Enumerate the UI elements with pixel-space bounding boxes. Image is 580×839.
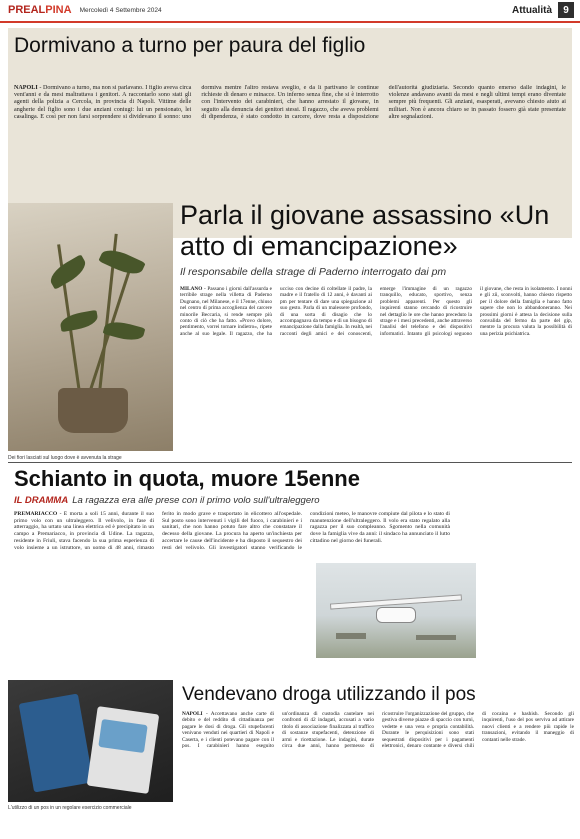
article-text: - Accettavano anche carte di debito e del reddito di cittadinanza per pagare le dosi di droga. Gli stupefacenti venivano venduti nei quartieri di Napoli e Caserta, e i clienti potevano pagare con il pos. I carabinieri hanno eseguito un'ordinanza di custodia cautelare nei confronti di 42 indagati, accusati a vario titolo di associazione finalizzata al traffico di sostanze stupefacenti, detenzione di armi e ricettazione. Le indagini, durate circa due anni, hanno permesso di ricostruire l'organizzazione del gruppo, che gestiva diverse piazze di spaccio con turni, vedette e una vera e propria contabilità. Durante le perquisizioni sono stati sequestrati dispositivi per i pagamenti elettronici, denaro contante e diversi chili di cocaina e hashish. Secondo gli inquirenti, l'uso del pos serviva ad attirare nuovi clienti e a rendere più rapide le transazioni, evitando il maneggio di contanti nelle strade. — [182, 711, 574, 750]
page-number: 9 — [558, 2, 574, 18]
photo-caption-flowers: Dei fiori lasciati sul luogo dove è avvenuta la strage — [8, 455, 122, 461]
issue-date: Mercoledì 4 Settembre 2024 — [79, 6, 162, 14]
article-subhead-assassino: Il responsabile della strage di Paderno interrogato dai pm — [180, 266, 447, 278]
section-divider — [8, 462, 572, 463]
article-headline-schianto: Schianto in quota, muore 15enne — [14, 466, 360, 491]
newspaper-logo: PREALPINA — [8, 4, 72, 16]
page-header — [0, 0, 580, 20]
photo-crashed-ultralight — [316, 563, 476, 658]
article-text: - Dormivano a turno, ma non si parlavano. I figlio aveva circa vent'anni e da mesi maltrattava i genitori. A raccontarlo sono stati gli agenti della polizia a Cercola, in provincia di Napoli. Vittime delle angherie del figlio sono i due anziani coniugi: lui un pensionato, lei casalinga. E così per non farsi sorprendere si dividevano il sonno: uno dormiva mentre l'altro restava sveglio, e da lì partivano le continue richieste di denaro e minacce. Un inferno senza fine, che si è interrotto con l'intervento dei carabinieri, che hanno arrestato il giovane, in seguito alla denuncia dei genitori stessi. Il ragazzo, che aveva problemi di dipendenza, è stato condotto in carcere, dove resta a disposizione dell'autorità giudiziaria. Secondo quanto emerso dalle indagini, le violenze andavano avanti da mesi e negli ultimi tempi erano diventate sempre più frequenti. Gli anziani, esasperati, avevano chiesto aiuto ai militari. Non è ancora chiaro se in passato fossero già state presentate altre segnalazioni. — [14, 85, 566, 120]
article-body-assassino — [180, 286, 572, 454]
article-text: - È morta a soli 15 anni, durante il suo primo volo con un ultraleggero. Il velivolo, in fase di atterraggio, ha urtato una linea elettrica ed è precipitato in un campo a Premariacco, in provincia di Udine. La ragazza, residente in Friuli, stava facendo la sua prima esperienza di volo insieme a un istruttore, un uomo di 48 anni, rimasto ferito in modo grave e trasportato in elicottero all'ospedale. Sul posto sono intervenuti i vigili del fuoco, i carabinieri e i sanitari, che non hanno potuto fare altro che constatare il decesso della giovane. La procura ha aperto un'inchiesta per accertare le cause dell'incidente e ha disposto il sequestro dei resti del velivolo. Gli investigatori stanno verificando le condizioni meteo, le manovre compiute dal pilota e lo stato di manutenzione dell'ultraleggero. Il volo era stato regalato alla ragazza per il suo compleanno. Sgomento nella comunità dove la famiglia vive da anni: il sindaco ha annunciato il lutto cittadino nel giorno dei funerali. — [14, 511, 450, 551]
article-text: - Passano i giorni dall'assurda e terribile strage nella villetta di Paderno Dugnano, nel Milanese, e il 17enne, chiuso nel centro di prima accoglienza del carcere minorile Beccaria, si rende sempre più conto di ciò che ha fatto. «Provo dolore, pentimento, vorrei tornare indietro», ripete anche al suo legale. Il ragazzo, che ha ucciso con decine di coltellate il padre, la madre e il fratello di 12 anni, è davanti ai pm per tentare di dare una spiegazione al suo gesto. Parla di un malessere profondo, di una sorta di disagio che lo accompagnava da tempo e di un bisogno di emancipazione dalla famiglia. In realtà, nei racconti degli amici e dei conoscenti, emerge l'immagine di un ragazzo tranquillo, educato, sportivo, senza problemi apparenti. Per questo gli inquirenti stanno cercando di ricostruire nel dettaglio le ore che hanno preceduto la strage e i mesi precedenti, anche attraverso l'analisi del telefono e dei dispositivi informatici. Intanto gli psicologi seguono il giovane, che resta in isolamento. I nonni e gli zii, sconvolti, hanno chiesto rispetto per il dolore della famiglia e hanno fatto sapere che non lo abbandoneranno. Nei prossimi giorni è attesa la decisione sulla convalida del fermo da parte del gip, mentre la procura valuta la possibilità di una perizia psichiatrica. — [180, 286, 572, 337]
article-body-droga — [182, 711, 574, 829]
dateline: NAPOLI — [182, 711, 203, 717]
photo-caption-pos: L'utilizzo di un pos in un regolare esercizio commerciale — [8, 805, 132, 811]
dateline: NAPOLI — [14, 85, 38, 91]
article-headline-dormivano: Dormivano a turno per paura del figlio — [14, 34, 366, 57]
article-headline-droga: Vendevano droga utilizzando il pos — [182, 684, 476, 705]
photo-pos-terminal — [8, 680, 173, 802]
article-subhead-schianto: IL DRAMMA La ragazza era alle prese con il primo volo sull'ultraleggero — [14, 495, 320, 506]
article-headline-assassino: Parla il giovane assassino «Un atto di emancipazione» — [180, 200, 550, 261]
dateline: MILANO — [180, 286, 203, 292]
section-name: Attualità — [512, 4, 552, 16]
header-divider — [0, 21, 580, 23]
photo-flowers-memorial — [8, 203, 173, 451]
dateline: PREMARIACCO — [14, 511, 58, 517]
article-kicker: IL DRAMMA — [14, 495, 69, 506]
